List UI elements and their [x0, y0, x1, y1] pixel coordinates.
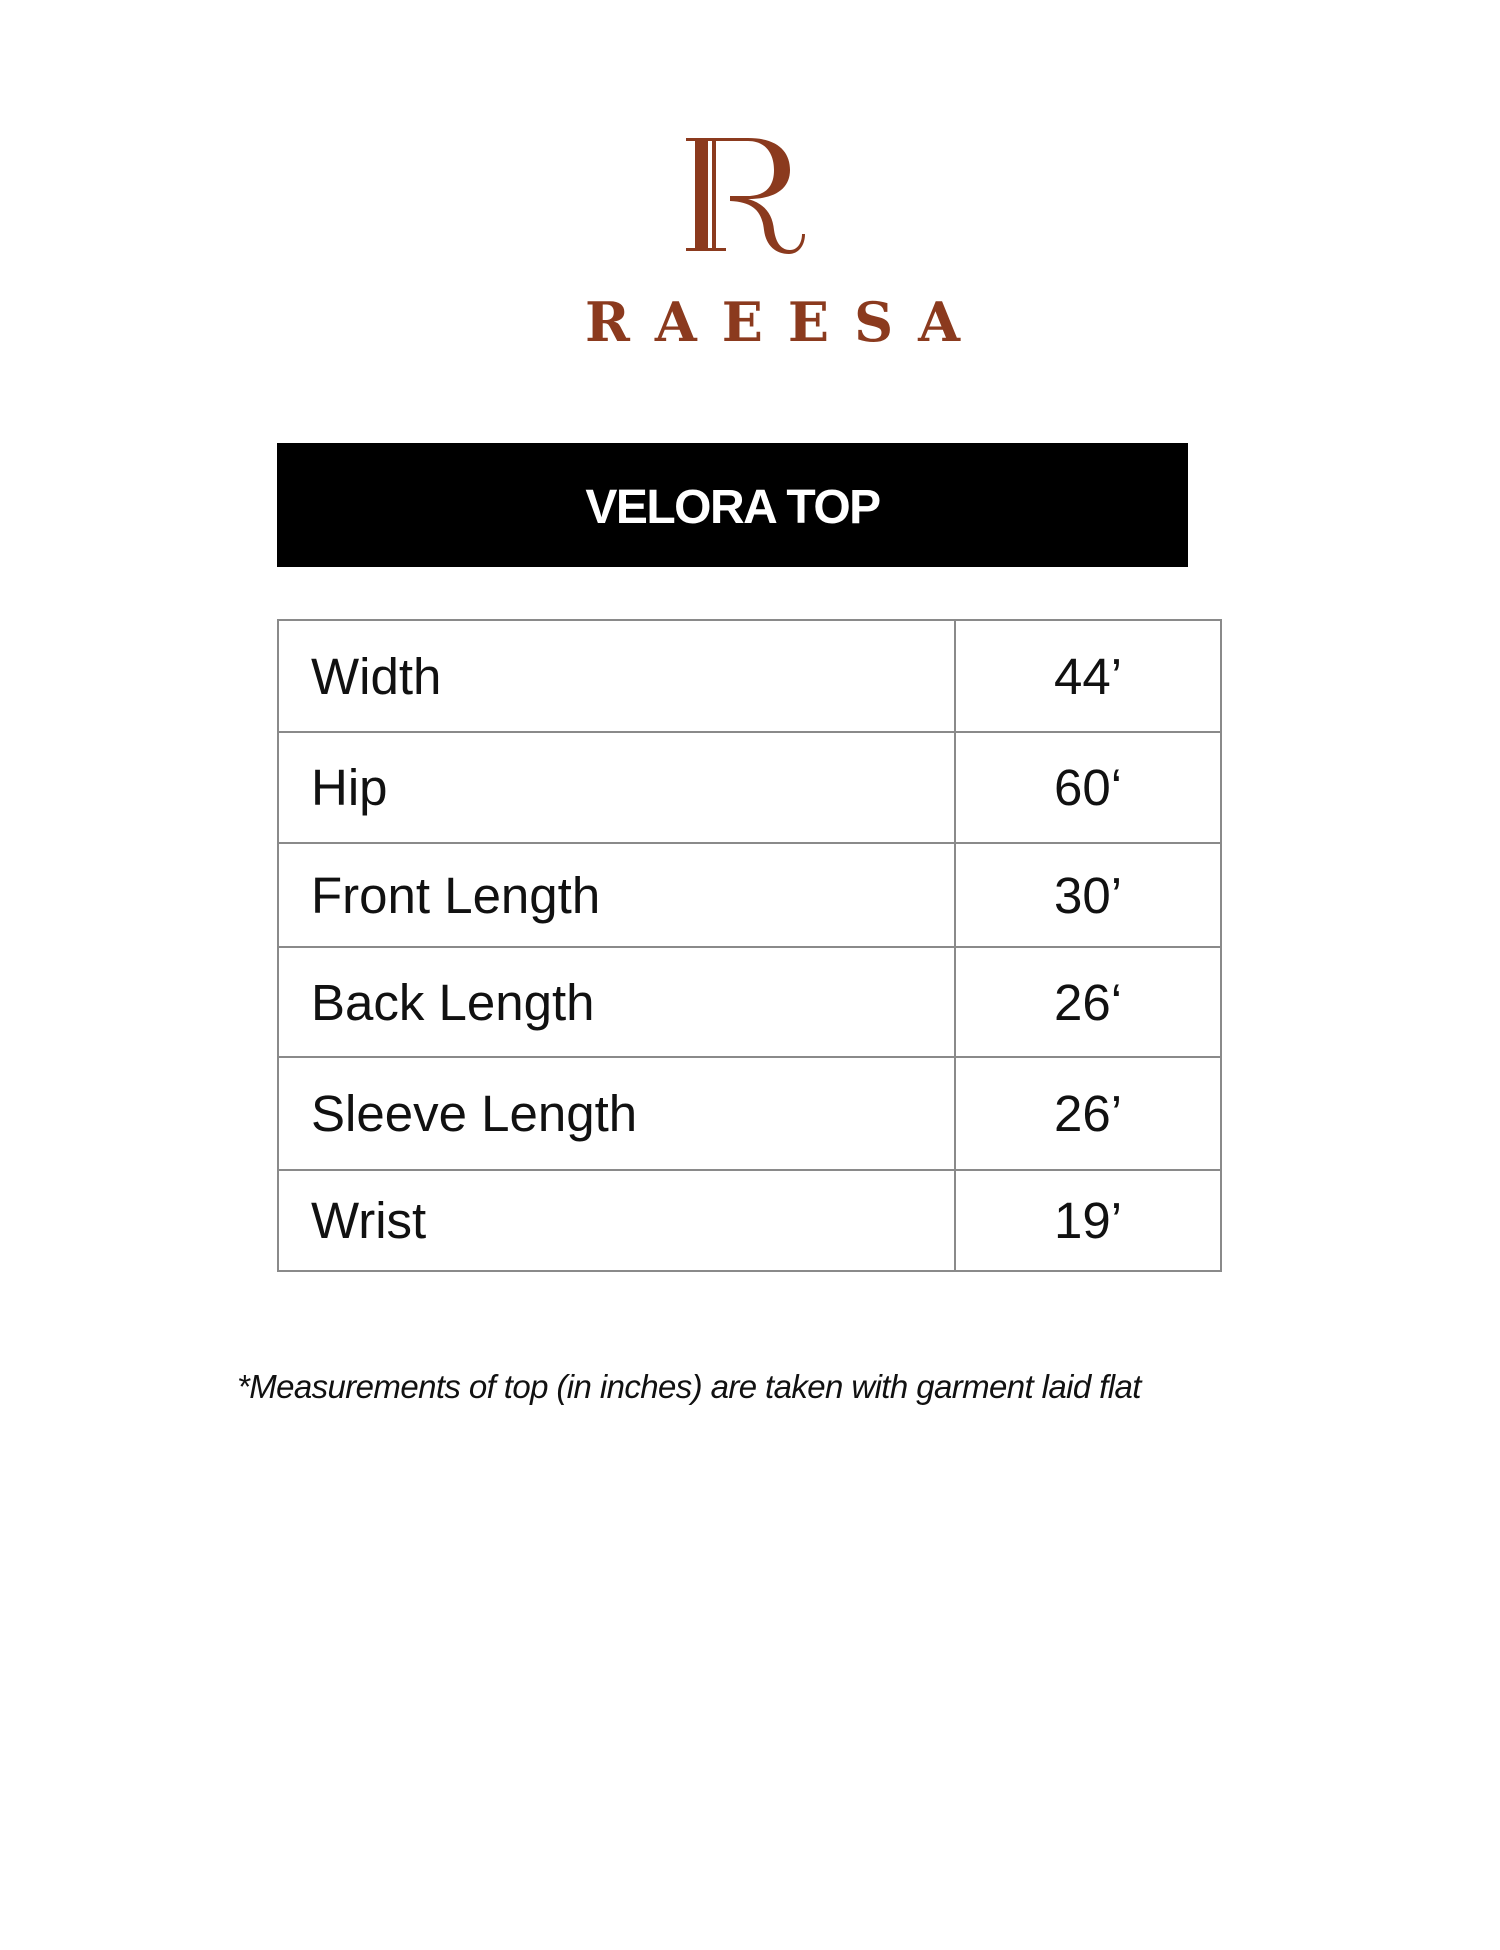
product-title-bar	[277, 443, 1188, 567]
measurement-label: Hip	[278, 732, 955, 843]
size-chart-table	[277, 619, 1222, 1272]
measurement-value: 19’	[955, 1170, 1221, 1271]
table-row	[278, 843, 1221, 947]
product-title: VELORA TOP	[585, 480, 880, 534]
table-row	[278, 732, 1221, 843]
measurement-label: Wrist	[278, 1170, 955, 1271]
brand-name: RAEESA	[585, 290, 985, 354]
measurement-value: 44’	[955, 620, 1221, 732]
table-row	[278, 620, 1221, 732]
measurement-value: 30’	[955, 843, 1221, 947]
measurement-value: 26‘	[955, 947, 1221, 1057]
table-row	[278, 1057, 1221, 1170]
measurement-label: Width	[278, 620, 955, 732]
measurement-footnote: *Measurements of top (in inches) are taken with garment laid flat	[237, 1368, 1141, 1405]
measurement-value: 26’	[955, 1057, 1221, 1170]
r-monogram-icon	[686, 138, 808, 254]
table-row	[278, 947, 1221, 1057]
measurement-label: Back Length	[278, 947, 955, 1057]
table-row	[278, 1170, 1221, 1271]
measurement-label: Sleeve Length	[278, 1057, 955, 1170]
measurement-label: Front Length	[278, 843, 955, 947]
measurement-value: 60‘	[955, 732, 1221, 843]
